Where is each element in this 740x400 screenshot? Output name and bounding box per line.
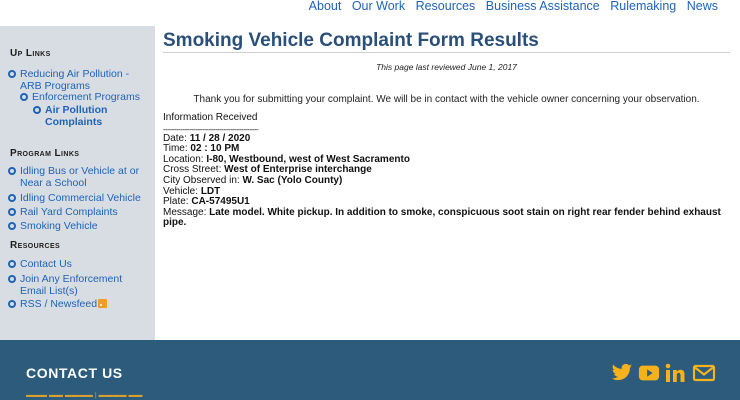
bullet-icon [33, 106, 41, 114]
sidebar-item-idling-commercial-vehicle[interactable]: Idling Commercial Vehicle [8, 192, 148, 204]
field-location: Location: I-80, Westbound, west of West Sacramento [163, 153, 410, 165]
information-received [163, 113, 723, 229]
field-date: Date: 11 / 28 / 2020 [163, 132, 251, 144]
field-cross-street: Cross Street: West of Enterprise interchange [163, 164, 372, 176]
sidebar-item-enforcement-programs[interactable]: Enforcement Programs [20, 91, 148, 103]
bullet-icon [8, 275, 16, 283]
sidebar-item-rail-yard-complaints[interactable]: Rail Yard Complaints [8, 206, 148, 218]
last-reviewed-note: This page last reviewed June 1, 2017 [376, 62, 517, 72]
sidebar-item-contact-us[interactable]: Contact Us [8, 258, 148, 270]
field-plate: Plate: CA-57495U1 [163, 196, 250, 208]
up-links-heading: Up Links [10, 48, 51, 59]
bullet-icon [8, 194, 16, 202]
sidebar-item-rss-newsfeed[interactable]: RSS / Newsfeed [8, 298, 148, 310]
info-heading: Information Received [163, 112, 258, 123]
nav-news[interactable]: News [686, 0, 718, 13]
nav-our-work[interactable]: Our Work [351, 0, 406, 13]
field-vehicle: Vehicle: LDT [163, 185, 221, 197]
contact-us-heading: CONTACT US [26, 365, 123, 381]
bullet-icon [8, 167, 16, 175]
email-icon[interactable] [692, 363, 716, 383]
sidebar-item-join-email-list[interactable]: Join Any Enforcement Email List(s) [8, 273, 148, 297]
nav-rulemaking[interactable]: Rulemaking [610, 0, 677, 13]
bullet-icon [8, 300, 16, 308]
info-divider: -------------------------------------------- [163, 124, 259, 134]
bullet-icon [8, 208, 16, 216]
rss-icon [98, 299, 107, 308]
top-navigation [0, 0, 740, 22]
page-title: Smoking Vehicle Complaint Form Results [163, 30, 539, 51]
resources-heading: Resources [10, 240, 61, 251]
bullet-icon [8, 70, 16, 78]
title-divider [163, 52, 730, 53]
field-time: Time: 02 : 10 PM [163, 143, 240, 155]
sidebar-item-reducing-air-pollution[interactable]: Reducing Air Pollution - ARB Programs [8, 68, 148, 92]
nav-about[interactable]: About [308, 0, 342, 13]
thank-you-message: Thank you for submitting your complaint. We will be in contact with the vehicle owner concerning your observation. [193, 94, 700, 105]
footer-links-partial: ▬▬▬ ▬▬ ▬▬▬▬ | ▬▬▬▬ ▬▬ [26, 392, 143, 399]
bullet-icon [20, 93, 28, 101]
program-links-heading: Program Links [10, 148, 80, 159]
nav-business-assistance[interactable]: Business Assistance [485, 0, 600, 13]
linkedin-icon[interactable] [665, 363, 685, 383]
bullet-icon [8, 260, 16, 268]
sidebar-item-smoking-vehicle[interactable]: Smoking Vehicle [8, 220, 148, 232]
field-message: Message: Late model. White pickup. In addition to smoke, conspicuous soot stain on right rear fender behind exhaust pipe. [163, 206, 721, 229]
youtube-icon[interactable] [638, 363, 660, 383]
sidebar-item-idling-bus[interactable]: Idling Bus or Vehicle at or Near a School [8, 165, 148, 189]
bullet-icon [8, 222, 16, 230]
sidebar-item-air-pollution-complaints[interactable]: Air Pollution Complaints [33, 104, 148, 128]
twitter-icon[interactable] [611, 363, 633, 383]
nav-resources[interactable]: Resources [415, 0, 476, 13]
field-city: City Observed in: W. Sac (Yolo County) [163, 174, 343, 186]
